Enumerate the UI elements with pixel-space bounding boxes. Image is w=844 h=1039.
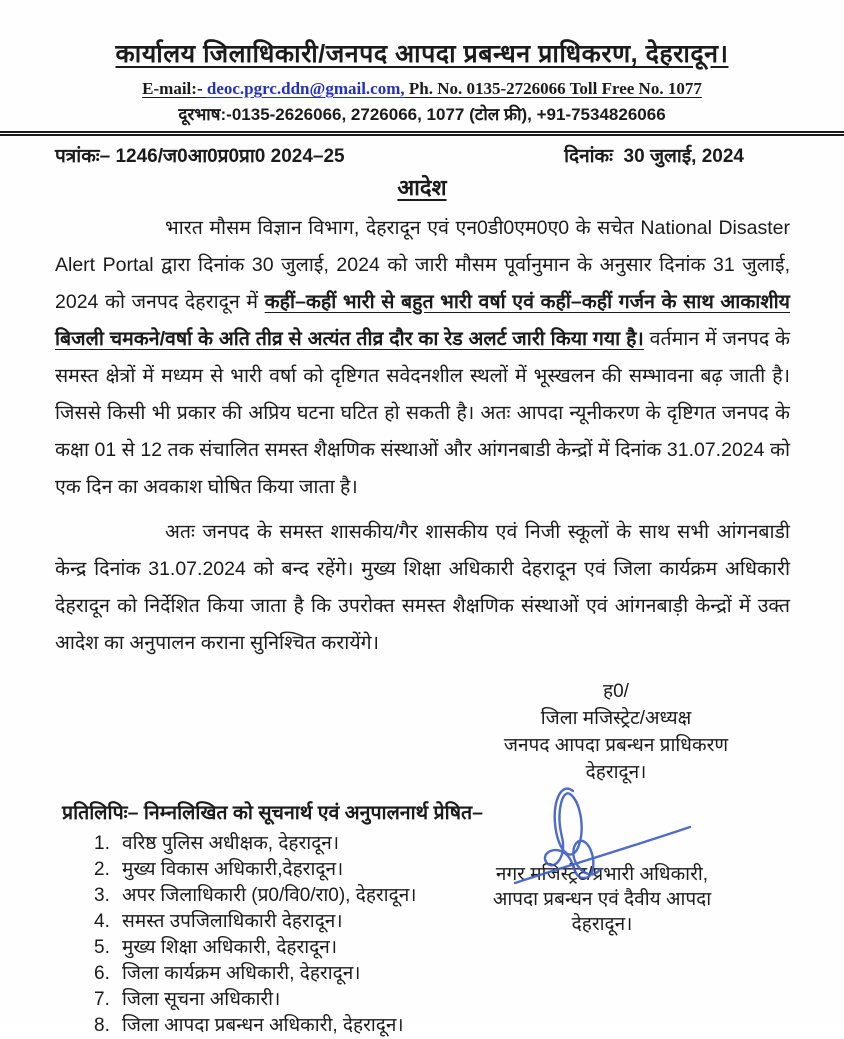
list-item-text: जिला कार्यक्रम अधिकारी, देहरादून। xyxy=(122,963,361,984)
list-item-number: 8. xyxy=(94,1015,110,1036)
list-item xyxy=(94,961,844,987)
copy-to-heading: प्रतिलिपिः– निम्नलिखित को सूचनार्थ एवं अनुपालनार्थ प्रेषित– xyxy=(62,802,483,824)
list-item-text: अपर जिलाधिकारी (प्र0/वि0/रा0), देहरादून। xyxy=(122,885,417,906)
para1-holiday-declaration: वर्तमान में जनपद के समस्त क्षेत्रों में मध्यम से भारी वर्षा को दृष्टिगत सवेदनशील स्थलों में भूस्खलन की सम्भावना बढ़ जाती है। जिससे किसी भी प्रकार की अप्रिय घटना घटित हो सकती है। अतः आपदा न्यूनीकरण के दृष्टिगत जनपद के कक्षा 01 से 12 तक संचालित समस्त शैक्षणिक संस्थाओं और आंगनबाडी केन्द्रों में दिनांक 31.07.2024 को एक दिन का अवकाश घोषित किया जाता है। xyxy=(55,328,791,498)
para1-lead: भारत मौसम विज्ञान विभाग, देहरादून एवं एन0डी0एम0ए0 के सचेत National Disaster Alert Portal द्वारा दिनांक 30 जुलाई, 2024 को जारी मौसम पूर्वानुमान के अनुसार दिनांक 31 जुलाई, 2024 को जनपद देहरादून में xyxy=(55,217,790,313)
list-item-number: 1. xyxy=(94,833,110,854)
list-item-number: 3. xyxy=(94,885,110,906)
list-item-text: जिला आपदा प्रबन्धन अधिकारी, देहरादून। xyxy=(122,1015,404,1036)
sign2-place: देहरादून। xyxy=(571,914,633,935)
list-item-number: 6. xyxy=(94,963,110,984)
list-item-text: समस्त उपजिलाधिकारी देहरादून। xyxy=(122,911,343,932)
letter-date: दिनांकः 30 जुलाई, 2024 xyxy=(564,146,744,167)
list-item xyxy=(94,831,844,857)
list-item-number: 7. xyxy=(94,989,110,1010)
office-title: कार्यालय जिलाधिकारी/जनपद आपदा प्रबन्धन प्राधिकरण, देहरादून। xyxy=(115,40,729,68)
letter-ref-no: पत्रांकः– 1246/ज0आ0प्र0प्रा0 2024–25 xyxy=(55,146,345,167)
list-item-number: 5. xyxy=(94,937,110,958)
para2-text: अतः जनपद के समस्त शासकीय/गैर शासकीय एवं निजी स्कूलों के साथ सभी आंगनबाडी केन्द्र दिनांक 31.07.2024 को बन्द रहेंगे। मुख्य शिक्षा अधिकारी देहरादून एवं जिला कार्यक्रम अधिकारी देहरादून को निर्देशित किया जाता है कि उपरोक्त समस्त शैक्षणिक संस्थाओं एवं आंगनबाड़ी केन्द्रों में उक्त आदेश का अनुपालन कराना सुनिश्चित करायेंगे। xyxy=(55,521,790,654)
list-item xyxy=(94,935,844,961)
header-divider xyxy=(0,131,844,136)
sign2-title: नगर मजिस्ट्रेट/प्रभारी अधिकारी, xyxy=(495,864,709,885)
phone-line: दूरभाष:-0135-2626066, 2726066, 1077 (टोल फ्री), +91-7534826066 xyxy=(178,105,666,124)
sign1-place: देहरादून। xyxy=(585,762,647,783)
sign1-sd-line: ह0/ xyxy=(603,681,629,702)
sign1-authority: जनपद आपदा प्रबन्धन प्राधिकरण xyxy=(503,735,729,756)
email-link[interactable]: deoc.pgrc.ddn@gmail.com, xyxy=(206,79,405,98)
list-item-text: मुख्य शिक्षा अधिकारी, देहरादून। xyxy=(122,937,338,958)
order-heading xyxy=(0,172,844,202)
list-item xyxy=(94,1013,844,1039)
list-item-number: 4. xyxy=(94,911,110,932)
meta-row xyxy=(55,142,744,168)
sign2-department: आपदा प्रबन्धन एवं दैवीय आपदा xyxy=(492,889,712,910)
signatory-district-magistrate xyxy=(476,678,756,786)
order-heading-text: आदेश xyxy=(397,175,447,200)
letterhead xyxy=(0,0,844,125)
signatory-city-magistrate xyxy=(452,862,752,937)
list-item xyxy=(94,987,844,1013)
phone-toll-free: Ph. No. 0135-2726066 Toll Free No. 1077 xyxy=(404,79,702,98)
email-label: E-mail:- xyxy=(142,79,207,98)
sign1-title: जिला मजिस्ट्रेट/अध्यक्ष xyxy=(540,708,692,729)
list-item-number: 2. xyxy=(94,859,110,880)
contact-line xyxy=(0,79,844,99)
list-item-text: जिला सूचना अधिकारी। xyxy=(122,989,281,1010)
list-item-text: मुख्य विकास अधिकारी,देहरादून। xyxy=(122,859,344,880)
paragraph-weather-alert xyxy=(55,210,790,506)
paragraph-school-closure xyxy=(55,514,790,662)
para1-red-alert-emphasis: कहीं–कहीं भारी से बहुत भारी वर्षा एवं कहीं–कहीं गर्जन के साथ आकाशीय बिजली चमकने/वर्षा के अति तीव्र से अत्यंत तीव्र दौर का रेड अलर्ट जारी किया गया है। xyxy=(55,291,790,350)
list-item-text: वरिष्ठ पुलिस अधीक्षक, देहरादून। xyxy=(122,833,340,854)
